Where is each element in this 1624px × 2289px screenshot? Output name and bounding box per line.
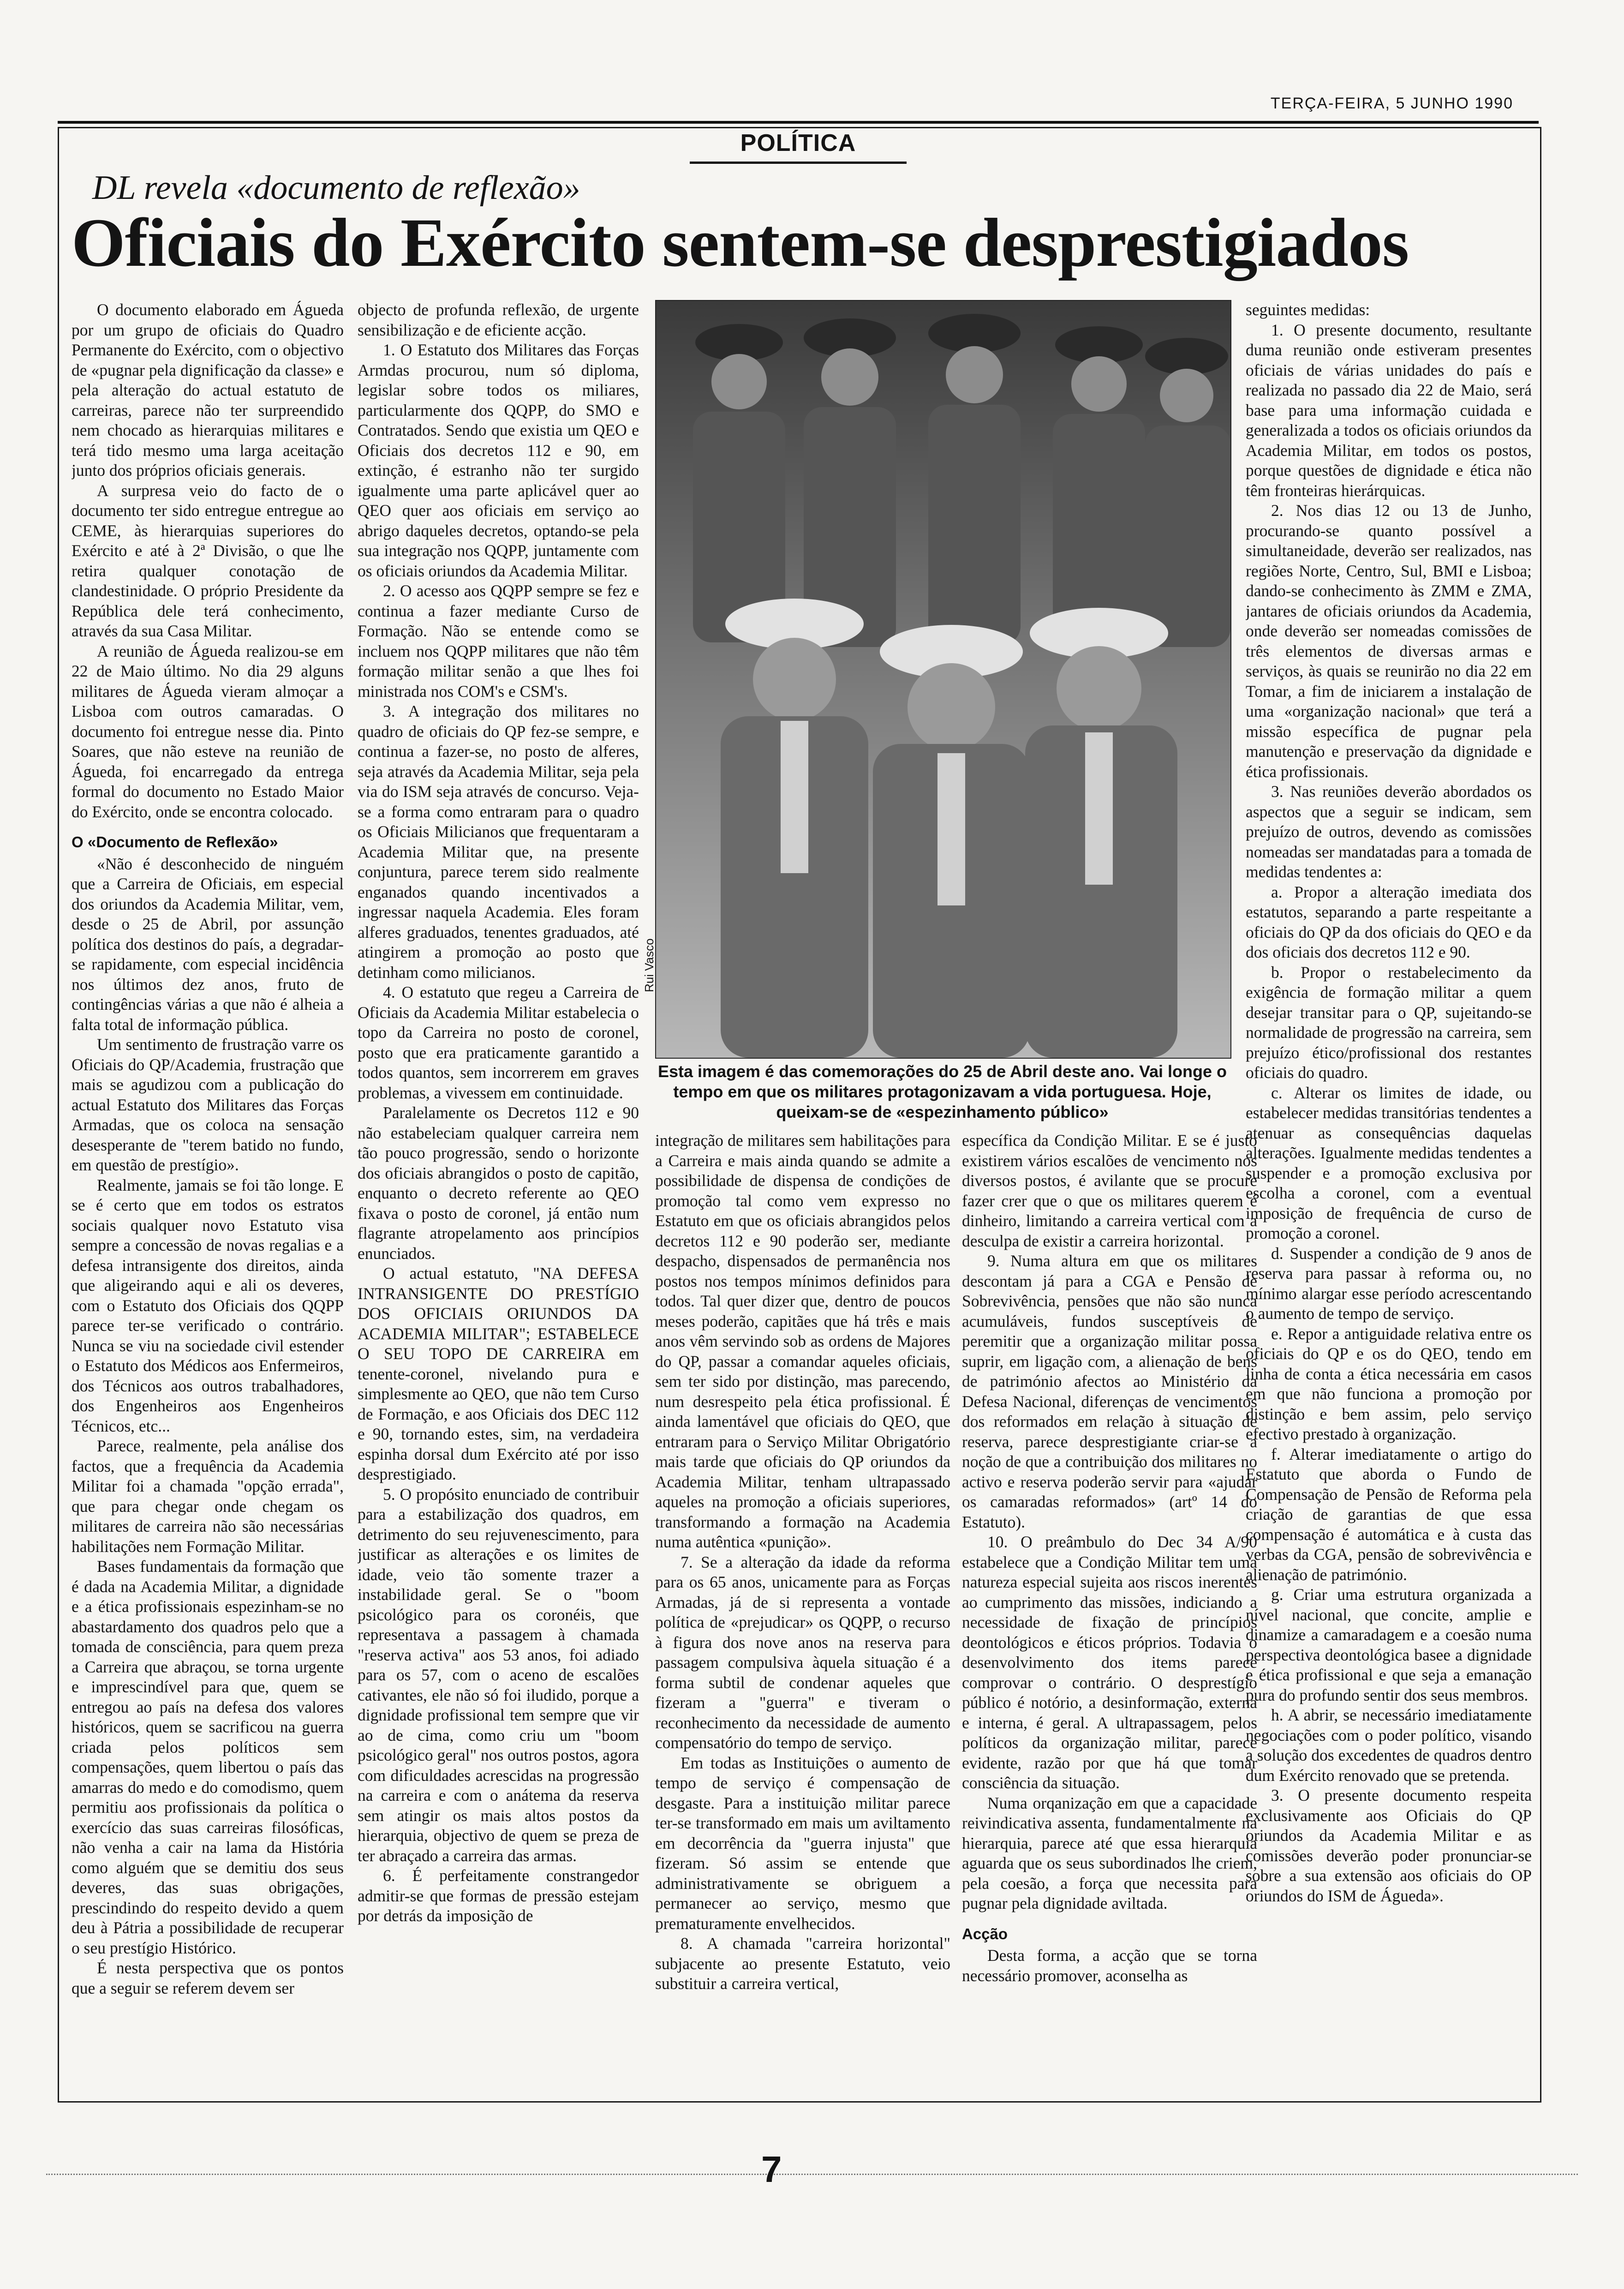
paragraph: A surpresa veio do facto de o documento ter sido entregue entregue ao CEME, às hierarquias superiores do Exército e até à 2ª Divisão, o que lhe retira qualquer conotação de clandestinidade. O próprio Presidente da República dele terá conhecimento, através da sua Casa Militar. bbox=[72, 481, 344, 640]
paragraph: 1. O Estatuto dos Militares das Forças Armdas procurou, num só diploma, legislar sobre todos os miliares, particularmente dos QQPP, do SMO e Contratados. Sendo que existia um QEO e Oficiais dos decretos 112 e 90, em extinção, é estranho não ter surgido igualmente uma parte aplicável quer ao QEO quer aos oficiais em serviço ao abrigo daqueles decretos, optando-se pela sua integração nos QQPP, juntamente com os oficiais oriundos da Academia Militar. bbox=[358, 341, 639, 580]
kicker: DL revela «documento de reflexão» bbox=[92, 169, 580, 207]
paragraph: Um sentimento de frustração varre os Oficiais do QP/Academia, frustração que mais se agudizou com a publicação do actual Estatuto dos Militares das Forças Armadas, que os coloca na sensação desesperante de "terem batido no fundo, em questão de prestígio». bbox=[72, 1035, 344, 1174]
paragraph: g. Criar uma estrutura organizada a nível nacional, que concite, amplie e dinamize a camaradagem e a coesão numa perspectiva deontológica basee a dignidade e ética profissional e que seja a emanação pura do profundo sentir dos seus membros. bbox=[1246, 1585, 1532, 1704]
paragraph: objecto de profunda reflexão, de urgente sensibilização e de eficiente acção. bbox=[358, 300, 639, 339]
officers-photo-illustration bbox=[656, 301, 1230, 1058]
photo-credit: Rui Vasco bbox=[642, 938, 656, 992]
paragraph: 2. O acesso aos QQPP sempre se fez e continua a fazer mediante Curso de Formação. Não se entende como se incluem nos QQPP militares que não têm formação militar senão a que lhes foi ministrada nos COM's e CSM's. bbox=[358, 581, 639, 701]
photo-caption: Esta imagem é das comemorações do 25 de Abril deste ano. Vai longe o tempo em que os militares protagonizavam a vida portuguesa. Hoje, queixam-se de «espezinhamento público» bbox=[657, 1062, 1227, 1121]
paragraph: seguintes medidas: bbox=[1246, 300, 1370, 319]
paragraph: Bases fundamentais da formação que é dada na Academia Militar, a dignidade e a ética profissionais espezinham-se no abastardamento dos quadros pelo que a tomada de consciência, para quem preza a Carreira que abraçou, se torna urgente e imprescindível para que, quem se entregou ao país na defesa dos valores históricos, quem se sacrificou na guerra criada pelos políticos sem compensações, quem libertou o país das amarras do medo e do comodismo, quem permitiu aos profissionais da política o exercício das suas carreiras filosóficas, não venha a cair na lama da História como alguém que se demitiu dos seus deveres, das suas obrigações, prescindindo do respeito devido a quem deu à Pátria a possibilidade de recuperar o seu prestígio Histórico. bbox=[72, 1557, 344, 1957]
paragraph: Paralelamente os Decretos 112 e 90 não estabeleciam qualquer carreira nem tão pouco progressão, sendo o horizonte dos oficiais abrangidos o posto de capitão, enquanto o decreto referente ao QEO fixava o posto de coronel, já então num flagrante atropelamento aos princípios enunciados. bbox=[358, 1103, 639, 1263]
section-label: POLÍTICA bbox=[690, 125, 907, 164]
paragraph: c. Alterar os limites de idade, ou estabelecer medidas transitórias tendentes a atenuar as consequências daquelas alterações. Igualmente medidas tendentes a suspender e a promoção exclusiva por escolha a coronel, com a eventual imposição de frequência de curso de promoção a coronel. bbox=[1246, 1083, 1532, 1242]
paragraph: Parece, realmente, pela análise dos factos, que a frequência da Academia Militar foi a chamada "opção errada", que para chegar onde chegam os militares de carreira não são necessárias habilitações nem Formação Militar. bbox=[72, 1437, 344, 1556]
paragraph: O actual estatuto, "NA DEFESA INTRANSIGENTE DO PRESTÍGIO DOS OFICIAIS ORIUNDOS DA ACADEMIA MILITAR"; ESTABELECE O SEU TOPO DE CARREIRA em tenente-coronel, nivelando pura e simplesmente ao QEO, que não tem Curso de Formação, e aos Oficiais dos DEC 112 e 90, tornando estes, sim, na verdadeira espinha dorsal dum Exército até por isso desprestigiado. bbox=[358, 1264, 639, 1483]
paragraph: 3. O presente documento respeita exclusivamente aos Oficiais do QP oriundos da Academia Militar e as comissões deverão poder pronunciar-se sobre a sua extensão aos oficiais do OP oriundos do ISM de Águeda». bbox=[1246, 1786, 1532, 1905]
footer-rule bbox=[46, 2174, 1578, 2175]
paragraph: Desta forma, a acção que se torna necessário promover, aconselha as bbox=[962, 1946, 1257, 1985]
headline: Oficiais do Exército sentem-se desprestigiados bbox=[72, 204, 1409, 281]
column-3 bbox=[655, 1131, 950, 2077]
paragraph: 8. A chamada "carreira horizontal" subjacente ao presente Estatuto, veio substituir a carreira vertical, bbox=[655, 1934, 950, 1993]
column-4 bbox=[962, 1131, 1257, 2077]
subheading: Acção bbox=[962, 1925, 1008, 1942]
paragraph: Realmente, jamais se foi tão longe. E se é certo que em todos os estratos sociais qualquer novo Estatuto visa sempre a concessão de novas regalias e a defesa intransigente dos direitos, ainda que aligeirando aqui e ali os deveres, com o Estatuto dos Oficiais dos QQPP parece ter-se verificado o contrário. Nunca se viu na sociedade civil estender o Estatuto dos Médicos aos Enfermeiros, dos Técnicos aos outros trabalhadores, dos Engenheiros aos Engenheiros Técnicos, etc... bbox=[72, 1175, 344, 1435]
column-2 bbox=[358, 300, 639, 2077]
paragraph: 9. Numa altura em que os militares descontam já para a CGA e Pensão de Sobrevivência, pensões que não são nunca acumuláveis, fundos susceptíveis de peremitir que a organização militar possa suprir, em ligação com, a alienação de bens de património afectos ao Ministério da Defesa Nacional, diferenças de vencimentos dos reformados em relação à situação de reserva, parece desprestigiante criar-se a noção de que a contribuição dos militares no activo e reserva poderão servir para «ajudar os camaradas reformados» (artº 14 do Estatuto). bbox=[962, 1252, 1257, 1531]
paragraph: Em todas as Instituições o aumento de tempo de serviço é compensação de desgaste. Para a instituição militar parece ter-se transformado em mais um aviltamento em decorrência da "guerra injusta" que fizeram. Só assim se entende que administrativamente se obriguem a permanecer ao serviço, mesmo que prematuramente envelhecidos. bbox=[655, 1753, 950, 1933]
column-5 bbox=[1246, 300, 1532, 2077]
paragraph: d. Suspender a condição de 9 anos de reserva para passar à reforma ou, no mínimo alargar esse período acrescentando o aumento de tempo de serviço. bbox=[1246, 1244, 1532, 1323]
paragraph: e. Repor a antiguidade relativa entre os oficiais do QP e os do QEO, tendo em linha de conta a ética necessária em casos em que não funciona a promoção por distinção e bem assim, pelo serviço efectivo prestado à organização. bbox=[1246, 1324, 1532, 1443]
paragraph: 3. A integração dos militares no quadro de oficiais do QP fez-se sempre, e continua a fazer-se, no posto de alferes, seja através da Academia Militar, seja pela via do ISM seja através de concurso. Veja-se a forma como entraram para o quadro os Oficiais Milicianos que frequentaram a Academia Militar que, na presente conjuntura, parece terem sido realmente enganados quando incentivados a ingressar naquela Academia. Eles foram alferes graduados, tenentes graduados, até atingirem a promoção ao posto que detinham como milicianos. bbox=[358, 702, 639, 982]
paragraph: Numa orqanização em que a capacidade reivindicativa assenta, fundamentalmente na hierarquia, parece até que essa hierarquia aguarda que os seus subordinados lhe criem, pela coesão, a força que necessita para pugnar pela dignidade aviltada. bbox=[962, 1793, 1257, 1912]
paragraph: A reunião de Águeda realizou-se em 22 de Maio último. No dia 29 alguns militares de Águeda vieram almoçar a Lisboa com outros camaradas. O documento foi entregue nesse dia. Pinto Soares, que não esteve na reunião de Águeda, foi encarregado da entrega formal do documento no Estado Maior do Exército, onde se encontra colocado. bbox=[72, 641, 344, 821]
paragraph: 4. O estatuto que regeu a Carreira de Oficiais da Academia Militar estabelecia o topo da Carreira no posto de coronel, posto que era praticamente garantido a todos quantos, sem incorrerem em graves problemas, a vivessem em continuidade. bbox=[358, 983, 639, 1102]
subheading: O «Documento de Reflexão» bbox=[72, 833, 278, 851]
paragraph: a. Propor a alteração imediata dos estatutos, separando a parte respeitante a oficiais do QP da dos oficiais do QEO e da dos oficiais dos decretos 112 e 90. bbox=[1246, 882, 1532, 961]
column-1 bbox=[72, 300, 344, 2077]
paragraph: h. A abrir, se necessário imediatamente negociações com o poder político, visando a solução dos excedentes de quadros dentro dum Exército renovado que se pretenda. bbox=[1246, 1706, 1532, 1785]
paragraph: específica da Condição Militar. E se é justo existirem vários escalões de vencimento nos diversos postos, é avilante que se procure fazer crer que o que os militares querem é dinheiro, limitando a carreira vertical com a desculpa de existir a carreira horizontal. bbox=[962, 1131, 1257, 1250]
paragraph: 1. O presente documento, resultante duma reunião onde estiveram presentes oficiais de várias unidades do país e realizada no passado dia 22 de Maio, será base para uma informação cuidada e generalizada a todos os oficiais oriundos da Academia Militar, em todos os postos, porque questões de dignidade e ética não têm fronteiras hierárquicas. bbox=[1246, 320, 1532, 500]
page-number: 7 bbox=[761, 2149, 782, 2190]
paragraph: 7. Se a alteração da idade da reforma para os 65 anos, unicamente para as Forças Armadas, já de si representa a vontade política de «prejudicar» os QQPP, o recurso à figura dos nove anos na reserva para passagem compulsiva àquela situação é a forma subtil de condenar aqueles que fizeram a "guerra" e tiveram o reconhecimento da necessidade de aumento compensatório do tempo de serviço. bbox=[655, 1552, 950, 1752]
paragraph: 3. Nas reuniões deverão abordados os aspectos que a seguir se indicam, sem prejuízo de outros, devendo as comissões nomeadas ser mandatadas para a tomada de medidas tendentes a: bbox=[1246, 782, 1532, 881]
paragraph: 2. Nos dias 12 ou 13 de Junho, procurando-se quanto possível a simultaneidade, deverão ser realizados, nas regiões Norte, Centro, Sul, BMI e Lisboa; dando-se conhecimento às ZMM e ZMA, jantares de oficiais oriundos da Academia, onde deverão ser nomeadas comissões de três elementos de diversas armas e serviços, às quais se reunirão no dia 22 em Tomar, a fim de iniciarem a instalação de uma «organização nacional» que terá a missão específica de pugnar pela manutenção e preservação da dignidade e ética profissionais. bbox=[1246, 501, 1532, 781]
news-photo bbox=[655, 300, 1231, 1059]
dateline: TERÇA-FEIRA, 5 JUNHO 1990 bbox=[1270, 95, 1513, 112]
paragraph: b. Propor o restabelecimento da exigência de formação militar a quem desejar transitar para o QP, sujeitando-se normalidade de progressão na carreira, sem prejuízo ético/profissional dos restantes oficiais do quadro. bbox=[1246, 963, 1532, 1082]
paragraph: «Não é desconhecido de ninguém que a Carreira de Oficiais, em especial dos oriundos da Academia Militar, vem, desde o 25 de Abril, por assunção política dos destinos do país, a degradar-se rapidamente, com especial incidência nos últimos dez anos, fruto de contingências várias a que não é alheia a falta total de informação pública. bbox=[72, 854, 344, 1034]
paragraph: É nesta perspectiva que os pontos que a seguir se referem devem ser bbox=[72, 1959, 344, 1997]
paragraph: integração de militares sem habilitações para a Carreira e mais ainda quando se admite a possibilidade de dispensa de condições de promoção tal como vem expresso no Estatuto em que os oficiais abrangidos pelos decretos 112 e 90 poderão ser, mediante despacho, dispensados de permanência nos postos nos tempos mínimos definidos para todos. Tal quer dizer que, dentro de poucos meses poderão, capitães que há três e mais anos vêm servindo sob as ordens de Majores do QP, passar a comandar aqueles oficiais, sem ter sido por distinção, mas parecendo, num desrespeito pela ética profissional. É ainda lamentável que oficiais do QEO, que entraram para o Serviço Militar Obrigatório mais tarde que oficiais do QP oriundos da Academia Militar, tenham ultrapassado aqueles na promoção a oficiais superiores, transformando a formação na Academia numa autêntica «punição». bbox=[655, 1131, 950, 1551]
paragraph: 6. É perfeitamente constrangedor admitir-se que formas de pressão estejam por detrás da imposição de bbox=[358, 1866, 639, 1925]
top-rule bbox=[58, 121, 1539, 124]
paragraph: 5. O propósito enunciado de contribuir para a estabilização dos quadros, em detrimento do seu rejuvenescimento, para justificar as alterações e os limites de idade, veio tão somente trazer a instabilidade geral. Se o "boom psicológico para os coronéis, que representava a passagem à chamada "reserva activa" aos 53 anos, foi adiado para os 57, com o aceno de escalões cativantes, ele não só foi iludido, porque a dignidade profissional tem sempre que vir ao de cima, como criu um "boom psicológico geral" nos outros postos, agora com dificuldades acrescidas na progressão na carreira e com o anátema da reserva sem atingir os mais altos postos da hierarquia, objectivo de quem se preza de ter abraçado a carreira das armas. bbox=[358, 1485, 639, 1865]
paragraph: f. Alterar imediatamente o artigo do Estatuto que aborda o Fundo de Compensação de Pensão de Reforma pela criação de garantias de que essa compensação é automática e à custa das verbas da CGA, pensão de sobrevivência e alienação de património. bbox=[1246, 1444, 1532, 1584]
paragraph: 10. O preâmbulo do Dec 34 A/90 estabelece que a Condição Militar tem uma natureza especial sujeita aos riscos inerentes ao cumprimento das missões, indiciando a necessidade de fixação de princípios deontológicos e éticos próprios. Todavia o desenvolvimento dos items parece comprovar o contrário. O desprestígio público é notório, a desinformação, externa e interna, é geral. A ultrapassagem, pelos políticos da organização militar, parece evidente, razão por que há que tomar consciência da situação. bbox=[962, 1533, 1257, 1792]
paragraph: O documento elaborado em Águeda por um grupo de oficiais do Quadro Permanente do Exército, com o objectivo de «pugnar pela dignificação da classe» e pela alteração do actual estatuto de carreiras, parece não ter surpreendido nem chocado as hierarquias militares e terá tido mesmo uma larga aceitação junto dos próprios oficiais generais. bbox=[72, 300, 344, 479]
